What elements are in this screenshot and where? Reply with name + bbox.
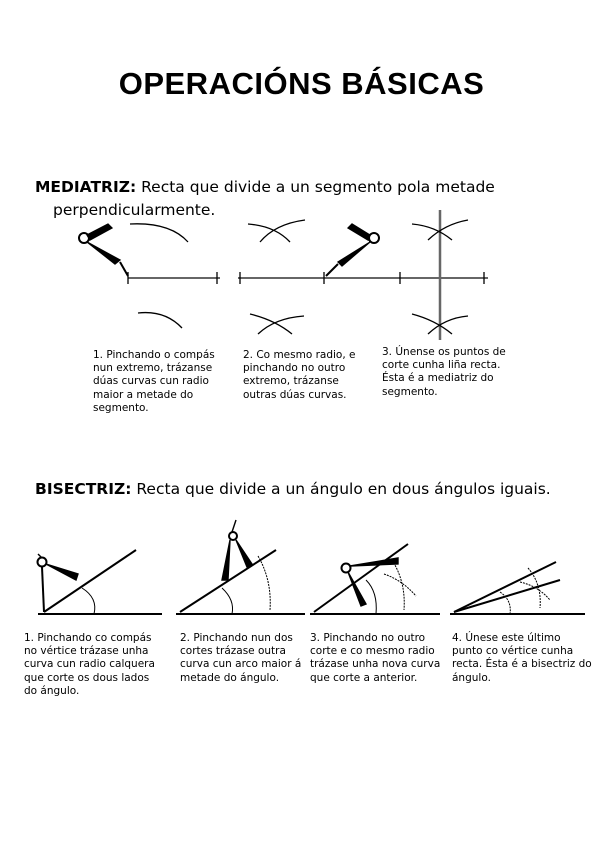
mediatriz-figure-1 bbox=[79, 224, 220, 328]
mediatriz-figure-3 bbox=[398, 210, 488, 340]
bisectriz-figure-3 bbox=[310, 544, 440, 614]
mediatriz-step-1: 1. Pinchando o compás nun extremo, trázanse dúas curvas cun radio maior a metade do segmento. bbox=[93, 349, 215, 414]
mediatriz-term: MEDIATRIZ: bbox=[35, 178, 137, 196]
mediatriz-definition-cont: perpendicularmente. bbox=[53, 201, 216, 219]
mediatriz-figure-2 bbox=[238, 220, 400, 334]
bisectriz-step-2: 2. Pinchando nun dos cortes trázase outra curva cun arco maior á metade do ángulo. bbox=[180, 632, 302, 684]
mediatriz-definition: Recta que divide a un segmento pola metade bbox=[141, 178, 495, 196]
mediatriz-step-3: 3. Únense os puntos de corte cunha liña recta. Ésta é a mediatriz do segmento. bbox=[382, 346, 506, 398]
bisectriz-figure-4 bbox=[450, 562, 585, 614]
bisectriz-step-4: 4. Únese este último punto co vértice cunha recta. Ésta é a bisectriz do ángulo. bbox=[452, 632, 592, 684]
mediatriz-figures bbox=[60, 210, 600, 345]
bisectriz-term: BISECTRIZ: bbox=[35, 480, 132, 498]
bisectriz-step-1: 1. Pinchando co compás no vértice trázase unha curva cun radio calquera que corte os dous lados do ángulo. bbox=[24, 632, 155, 697]
bisectriz-figure-2 bbox=[176, 520, 305, 614]
bisectriz-figures bbox=[30, 520, 600, 625]
bisectriz-definition: Recta que divide a un ángulo en dous ángulos iguais. bbox=[136, 480, 551, 498]
bisectriz-step-3: 3. Pinchando no outro corte e co mesmo radio trázase unha nova curva que corte a anterior. bbox=[310, 632, 441, 684]
mediatriz-step-2: 2. Co mesmo radio, e pinchando no outro extremo, trázanse outras dúas curvas. bbox=[243, 349, 356, 401]
mediatriz-heading bbox=[35, 176, 495, 198]
bisectriz-heading bbox=[35, 478, 551, 500]
bisectriz-figure-1 bbox=[38, 550, 163, 614]
page-title: OPERACIÓNS BÁSICAS bbox=[118, 66, 485, 101]
